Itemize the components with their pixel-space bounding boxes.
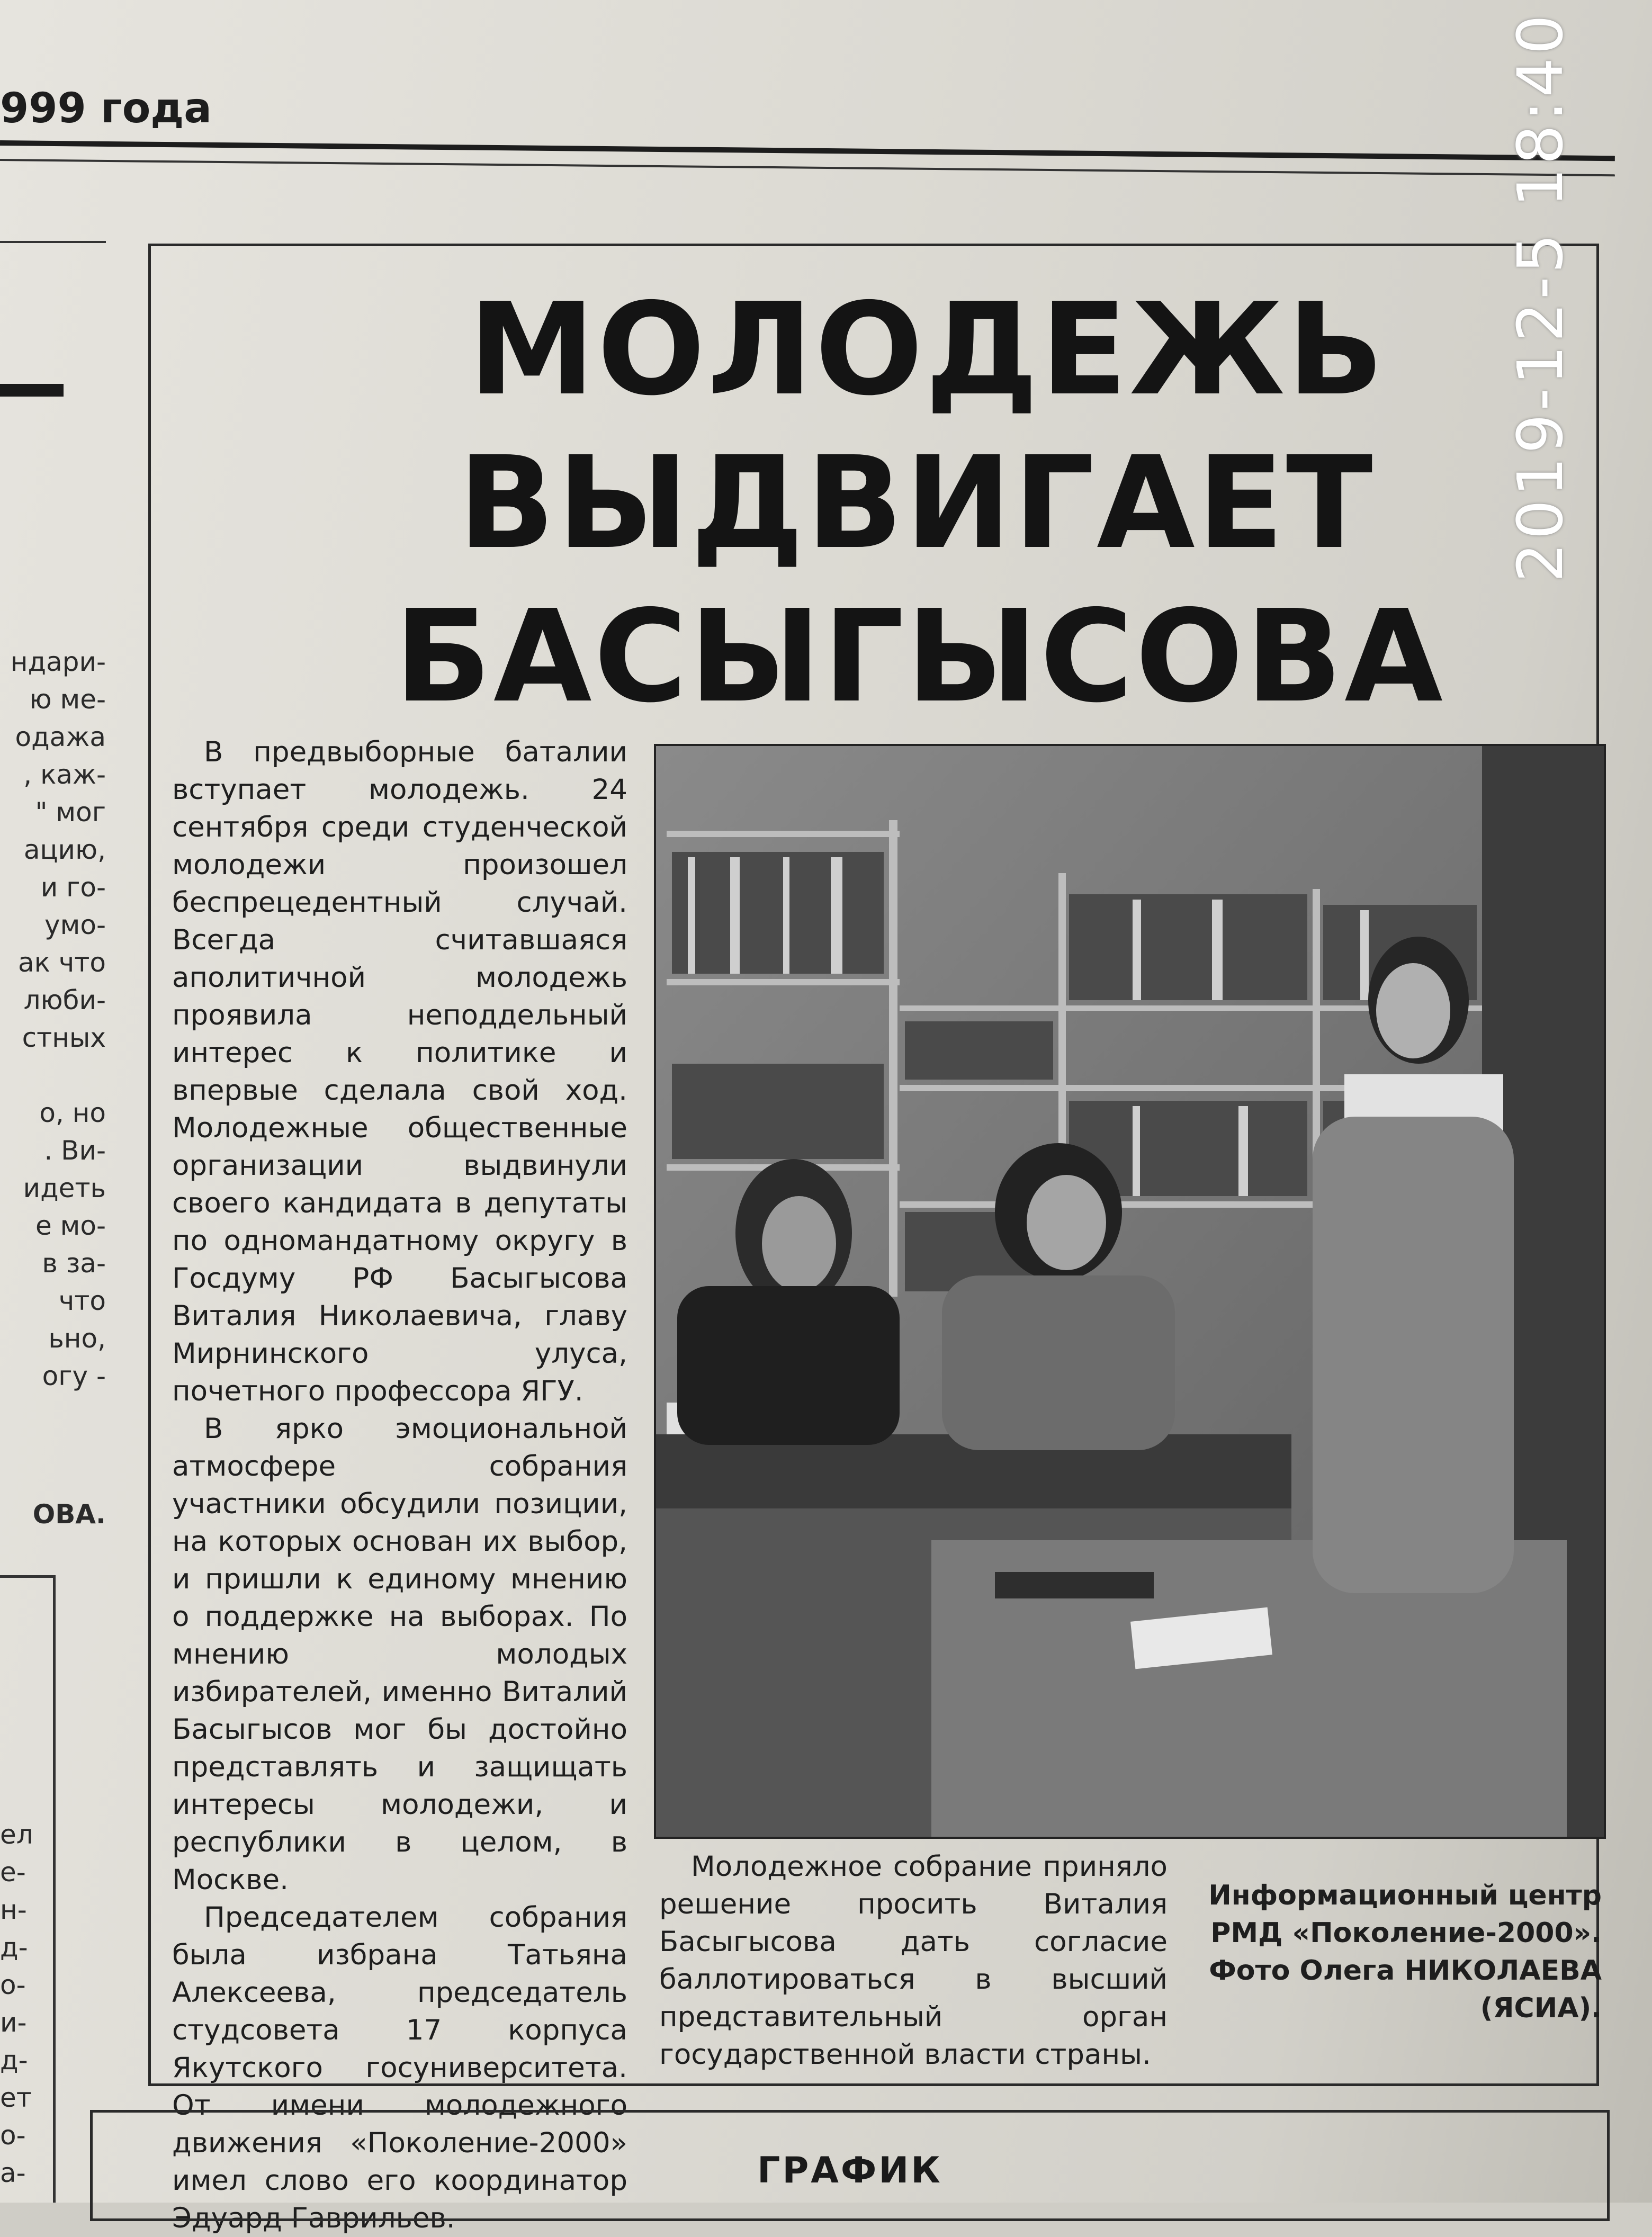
- left-column-line: а-: [0, 2158, 26, 2188]
- left-column-line: и-: [0, 2007, 27, 2038]
- credit-line: РМД «Поколение-2000».: [1210, 1917, 1602, 1949]
- left-column-line: что: [58, 1286, 106, 1316]
- left-column-line: огу -: [42, 1361, 106, 1391]
- headline-line: МОЛОДЕЖЬ: [469, 275, 1386, 424]
- left-column-line: одажа: [15, 722, 106, 752]
- left-column-line: ел: [0, 1819, 33, 1850]
- body-paragraph: В предвыборные баталии вступает молодежь. 24 сентября среди студенческой молодежи произошел беспрецедентный случай. Всегда считавшаяся аполитичной молодежь проявила неподдельный интерес к политике и впервые сделала свой ход. Молодежные общественные организации выдвинули своего кандидата в депутаты по одномандатному округу в Госдуму РФ Басыгысова Виталия Николаевича, главу Мирнинского улуса, почетного профессора ЯГУ.: [172, 736, 627, 1407]
- left-column-line: ацию,: [23, 834, 106, 865]
- photo-credit: [1189, 1877, 1602, 2027]
- left-column-bar: [0, 384, 64, 397]
- headline-line: ВЫДВИГАЕТ: [458, 429, 1375, 577]
- left-column-line: о-: [0, 1970, 26, 2000]
- left-column-line: и го-: [40, 872, 106, 903]
- header-date: 999 года: [0, 85, 212, 132]
- header-rule: [0, 140, 1615, 161]
- left-column-line: е-: [0, 1857, 26, 1888]
- left-column-line: д-: [0, 2045, 28, 2076]
- photo-caption: [659, 1848, 1168, 2073]
- article-headline: [394, 273, 1596, 733]
- left-column-fragment: [0, 241, 111, 2203]
- left-column-line: о, но: [39, 1098, 106, 1128]
- left-column-line: ндари-: [10, 646, 106, 677]
- bottom-box: [90, 2110, 1610, 2221]
- article-photo: [654, 744, 1606, 1839]
- left-column-line: ьно,: [48, 1323, 106, 1354]
- left-column-signature: ОВА.: [32, 1499, 106, 1530]
- left-column-line: люби-: [23, 985, 106, 1016]
- left-column-line: н-: [0, 1894, 27, 1925]
- bottom-box-title: ГРАФИК: [757, 2150, 942, 2191]
- left-column-line: о-: [0, 2120, 26, 2151]
- left-column-line: . Ви-: [44, 1135, 106, 1166]
- left-column-line: ю ме-: [29, 684, 106, 715]
- left-column-line: е мо-: [35, 1210, 106, 1241]
- left-column-line: в за-: [42, 1248, 106, 1279]
- caption-text: Молодежное собрание приняло решение просить Виталия Басыгысова дать согласие баллотироваться в высший представительный орган государственной власти страны.: [659, 1850, 1168, 2071]
- headline-line: БАСЫГЫСОВА: [394, 582, 1445, 731]
- left-column-line: стных: [22, 1022, 106, 1053]
- left-column-line: ет: [0, 2082, 32, 2113]
- photo-meeting-in-library: [656, 746, 1604, 1837]
- body-paragraph: Председателем собрания была избрана Татьяна Алексеева, председатель студсовета 17 корпуса Якутского госуниверситета. От имени молодежного движения «Поколение-2000» имел слово его координатор Эдуард Гаврильев.: [172, 1901, 627, 2234]
- credit-line: Фото Олега НИКОЛАЕВА: [1209, 1955, 1602, 1987]
- credit-line: (ЯСИА).: [1480, 1992, 1602, 2024]
- header-rule-thin: [0, 159, 1615, 176]
- left-column-line: умо-: [44, 910, 106, 940]
- left-column-rule: [0, 241, 106, 243]
- body-paragraph: В ярко эмоциональной атмосфере собрания участники обсудили позиции, на которых основан их выбор, и пришли к единому мнению о поддержке на выборах. По мнению молодых избирателей, именно Виталий Басыгысов мог бы достойно представлять и защищать интересы молодежи, и республики в целом, в Москве.: [172, 1413, 627, 1896]
- article-body: [172, 733, 627, 2237]
- left-column-line: д-: [0, 1932, 28, 1963]
- left-column-line: идеть: [23, 1173, 106, 1203]
- left-column-line: ак что: [18, 947, 106, 978]
- left-column-line: , каж-: [23, 759, 106, 790]
- credit-line: Информационный центр: [1208, 1880, 1602, 1911]
- left-column-line: " мог: [35, 797, 106, 828]
- photo-timestamp: 2019-12-5 18:40: [1504, 11, 1577, 582]
